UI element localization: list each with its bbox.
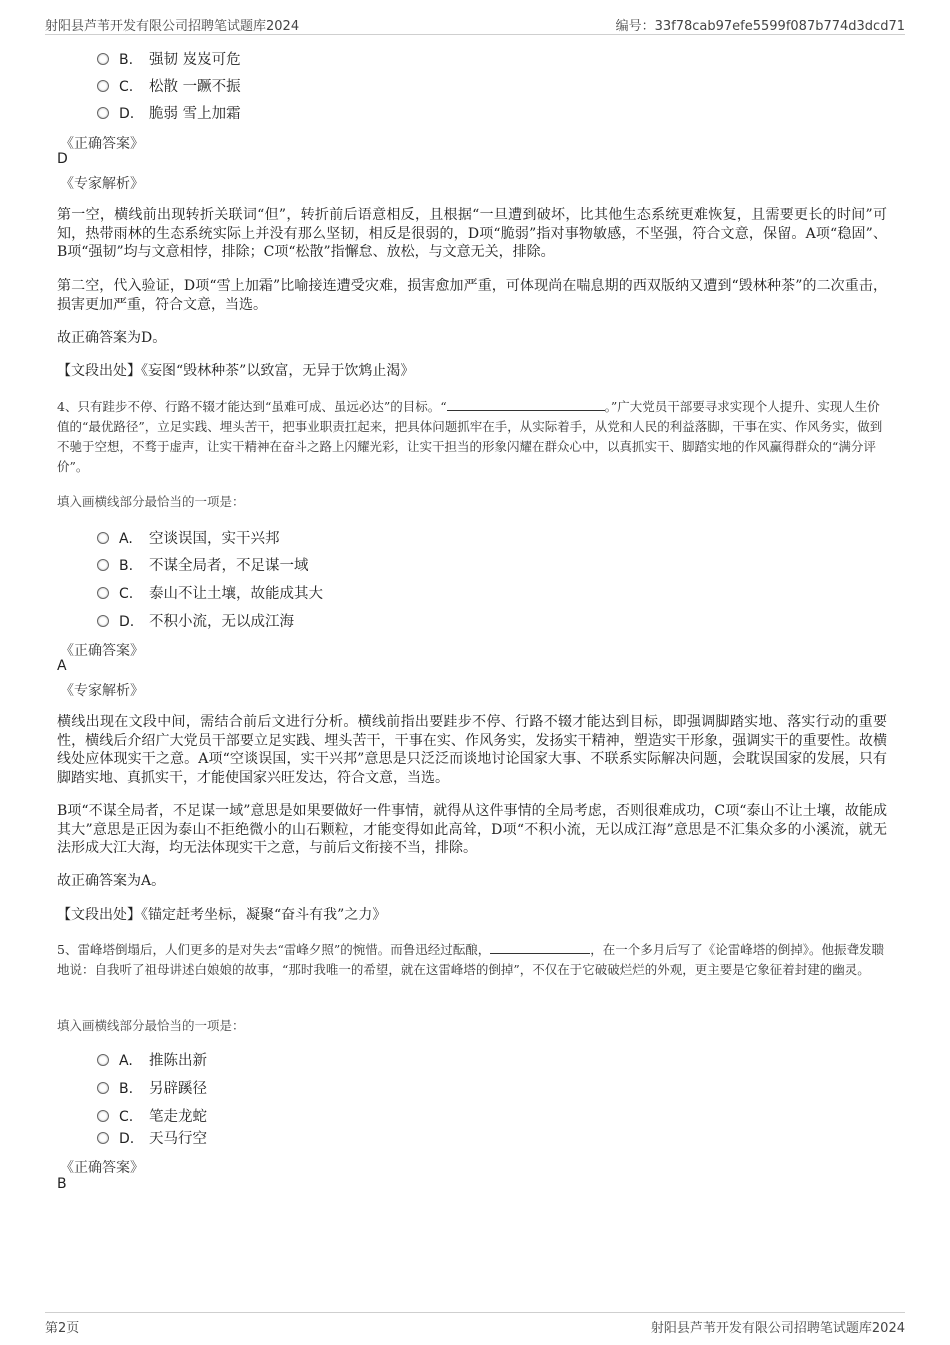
q3-analysis-heading: 《专家解析》 [60, 176, 144, 192]
radio-icon[interactable] [97, 1132, 109, 1144]
q3-analysis-1: 第一空，横线前出现转折关联词“但”，转折前后语意相反，且根据“一旦遭到破坏，比其他生态系统更难恢复，且需要更长的时间”可知，热带雨林的生态系统实际上并没有那么坚韧，相反是很弱的，D项“脆弱”指对事物敏感，不坚强，符合文意，保留。A项“稳固”、B项“强韧”均与文意相悖，排除；C项“松散”指懈怠、放松，与文意无关，排除。 [57, 207, 887, 260]
header-title: 射阳县芦苇开发有限公司招聘笔试题库2024 [45, 19, 300, 34]
q3-answer-heading: 《正确答案》 [60, 136, 144, 152]
q5-question-text: 5、雷峰塔倒塌后，人们更多的是对失去“雷峰夕照”的惋惜。而鲁迅经过酝酿， ，在一个多月后写了《论雷峰塔的倒掉》。他振聋发聩地说：自我听了祖母讲述白娘娘的故事，“那时我唯一的希望，就在这雷峰塔的倒掉”，不仅在于它破破烂烂的外观，更主要是它象征着封建的幽灵。 [57, 942, 885, 977]
radio-icon[interactable] [97, 1082, 109, 1094]
page-header [45, 12, 905, 35]
q4-analysis-2: B项“不谋全局者，不足谋一域”意思是如果要做好一件事情，就得从这件事情的全局考虑，否则很难成功，C项“泰山不让土壤，故能成其大”意思是正因为泰山不拒绝微小的山石颗粒，才能变得如此高耸，D项“不积小流，无以成江海”意思是不汇集众多的小溪流，就无法形成大江大海，均无法体现实干之意，与前后文衔接不当，排除。 [57, 803, 887, 856]
q5-blank [490, 941, 590, 954]
q4-prompt: 填入画横线部分最恰当的一项是： [57, 494, 245, 509]
q3-analysis-2: 第二空，代入验证，D项“雪上加霜”比喻接连遭受灾难，损害愈加严重，可体现尚在喘息期的西双版纳又遭到“毁林种茶”的二次重击，损害更加严重，符合文意，当选。 [57, 278, 887, 313]
q3-option-b[interactable]: B. 强韧 岌岌可危 [97, 48, 241, 70]
q5-option-c[interactable]: C. 笔走龙蛇 [97, 1105, 207, 1127]
q3-conclusion: 故正确答案为D。 [57, 330, 167, 346]
radio-icon[interactable] [97, 53, 109, 65]
q4-analysis-1: 横线出现在文段中间，需结合前后文进行分析。横线前指出要跬步不停、行路不辍才能达到目标，即强调脚踏实地、落实行动的重要性，横线后介绍广大党员干部要立足实践、埋头苦干，干事在实、作风务实，发扬实干精神，塑造实干形象，强调实干的重要性。故横线处应体现实干之意。A项“空谈误国，实干兴邦”意思是只泛泛而谈地讨论国家大事、不联系实际解决问题，会耽误国家的发展，只有脚踏实地、真抓实干，才能使国家兴旺发达，符合文意，当选。 [57, 714, 887, 786]
page-footer [45, 1312, 905, 1335]
q4-option-d[interactable]: D. 不积小流，无以成江海 [97, 610, 294, 632]
q4-question-text: 4、只有跬步不停、行路不辍才能达到“虽难可成、虽远必达”的目标。“ 。”广大党员干部要寻求实现个人提升、实现人生价值的“最优路径”，立足实践、埋头苦干，把事业职责扛起来，把具体问题抓牢在手，从实际着手，从党和人民的利益落脚，干事在实、作风务实，做到不驰于空想，不骛于虚声，让实干精神在奋斗之路上闪耀光彩，让实干担当的形象闪耀在群众心中，以真抓实干、脚踏实地的作风赢得群众的“满分评价”。 [57, 399, 883, 474]
radio-icon[interactable] [97, 532, 109, 544]
radio-icon[interactable] [97, 587, 109, 599]
radio-icon[interactable] [97, 615, 109, 627]
q3-option-c[interactable]: C. 松散 一蹶不振 [97, 75, 241, 97]
q5-option-d[interactable]: D. 天马行空 [97, 1127, 207, 1149]
radio-icon[interactable] [97, 559, 109, 571]
footer-title: 射阳县芦苇开发有限公司招聘笔试题库2024 [650, 1321, 905, 1336]
q4-blank [447, 398, 605, 411]
q5-option-a[interactable]: A. 推陈出新 [97, 1049, 207, 1071]
radio-icon[interactable] [97, 80, 109, 92]
q4-answer: A [57, 658, 67, 674]
q5-answer: B [57, 1176, 67, 1192]
q4-option-a[interactable]: A. 空谈误国，实干兴邦 [97, 527, 280, 549]
q4-answer-heading: 《正确答案》 [60, 643, 144, 659]
q3-source: 【文段出处】《妄图“毁林种茶”以致富，无异于饮鸩止渴》 [57, 363, 415, 379]
q4-analysis-heading: 《专家解析》 [60, 683, 144, 699]
radio-icon[interactable] [97, 1110, 109, 1122]
q4-option-c[interactable]: C. 泰山不让土壤，故能成其大 [97, 582, 323, 604]
q5-prompt: 填入画横线部分最恰当的一项是： [57, 1018, 245, 1033]
q4-conclusion: 故正确答案为A。 [57, 873, 166, 889]
q5-answer-heading: 《正确答案》 [60, 1160, 144, 1176]
q4-source: 【文段出处】《锚定赶考坐标，凝聚“奋斗有我”之力》 [57, 907, 387, 923]
q5-option-b[interactable]: B. 另辟蹊径 [97, 1077, 207, 1099]
q3-option-d[interactable]: D. 脆弱 雪上加霜 [97, 102, 241, 124]
q4-option-b[interactable]: B. 不谋全局者，不足谋一域 [97, 554, 309, 576]
radio-icon[interactable] [97, 1054, 109, 1066]
q3-answer: D [57, 151, 68, 167]
page-number: 第2页 [45, 1321, 80, 1336]
header-code: 编号：33f78cab97efe5599f087b774d3dcd71 [615, 19, 905, 34]
radio-icon[interactable] [97, 107, 109, 119]
